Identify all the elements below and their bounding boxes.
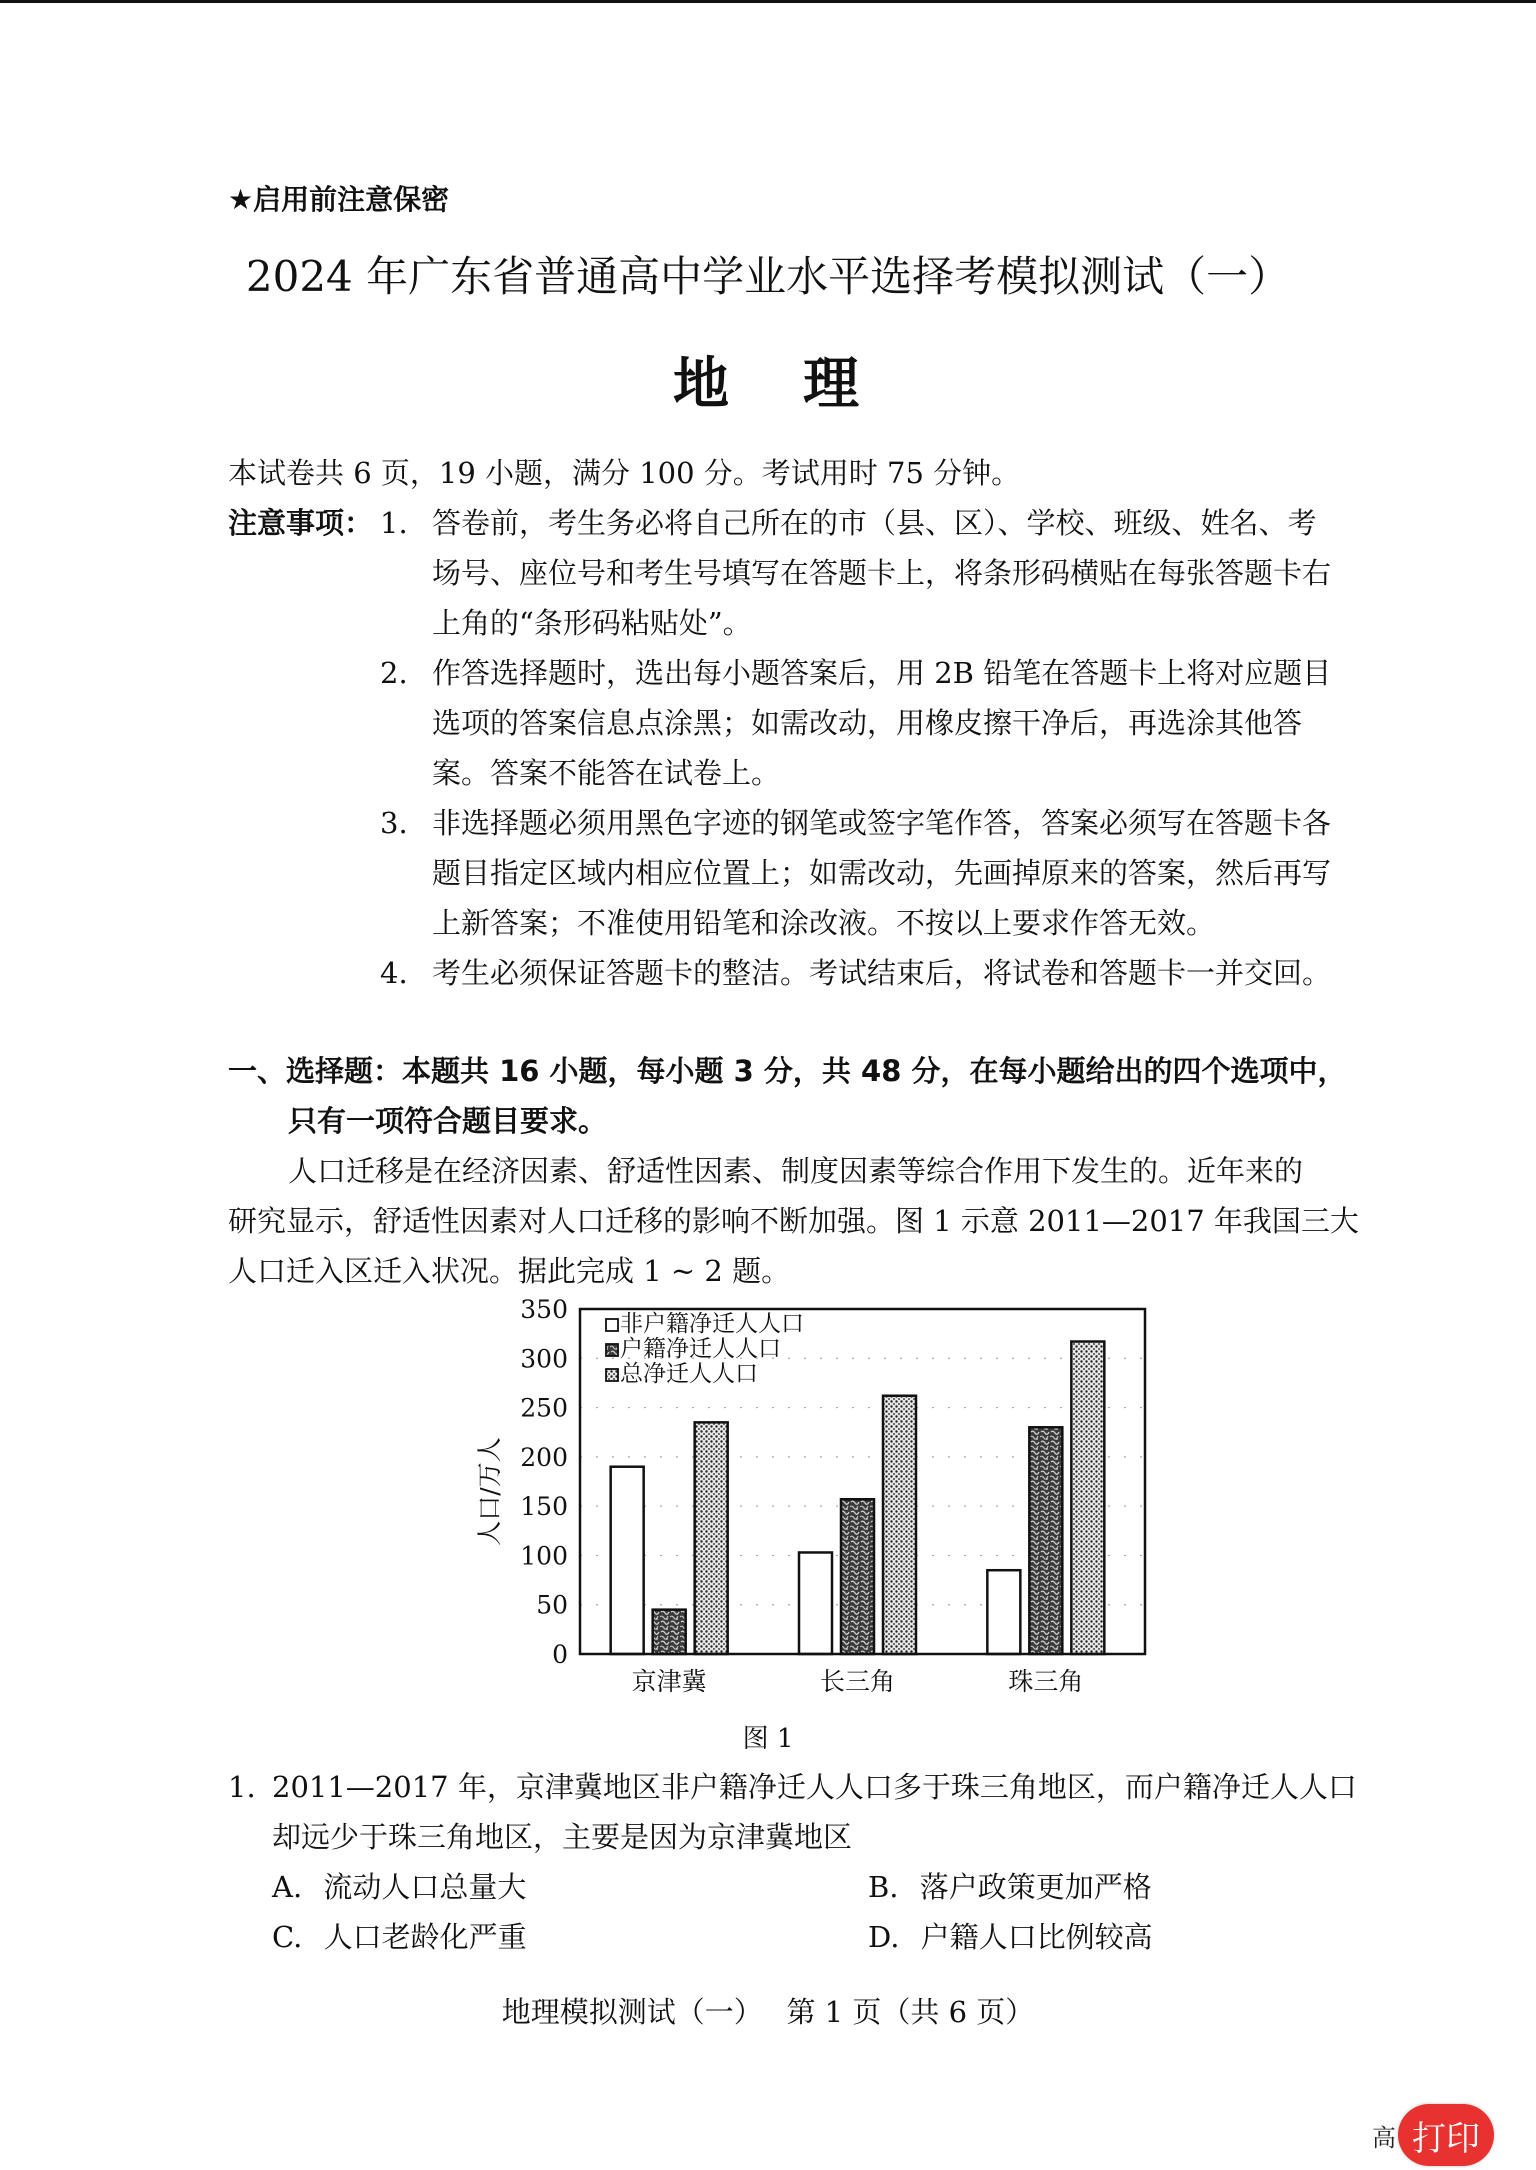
bars bbox=[611, 1342, 1105, 1654]
option-key: B. bbox=[868, 1870, 899, 1904]
note-line: 场号、座位号和考生号填写在答题卡上，将条形码横贴在每张答题卡右 bbox=[432, 556, 1332, 590]
option-b[interactable] bbox=[868, 1862, 1152, 1912]
x-category-label: 京津冀 bbox=[631, 1667, 707, 1696]
legend-label: 非户籍净迁人人口 bbox=[620, 1311, 804, 1337]
legend-swatch-dotted bbox=[606, 1369, 618, 1381]
option-a[interactable] bbox=[272, 1862, 526, 1912]
exam-intro: 本试卷共 6 页，19 小题，满分 100 分。考试用时 75 分钟。 bbox=[228, 456, 1021, 490]
bar-mottled bbox=[1029, 1427, 1062, 1654]
option-key: A. bbox=[272, 1870, 303, 1904]
option-text: 落户政策更加严格 bbox=[919, 1870, 1152, 1904]
question-stem-line: 2011—2017 年，京津冀地区非户籍净迁人人口多于珠三角地区，而户籍净迁人人口 bbox=[272, 1770, 1357, 1804]
y-tick-label: 50 bbox=[536, 1590, 568, 1620]
bar-mottled bbox=[653, 1610, 686, 1654]
question-number: 1. bbox=[228, 1770, 256, 1804]
note-number: 1. bbox=[380, 506, 408, 540]
bar-dotted bbox=[695, 1422, 728, 1654]
note-line: 案。答案不能答在试卷上。 bbox=[432, 756, 781, 790]
option-d[interactable] bbox=[868, 1912, 1153, 1962]
option-text: 人口老龄化严重 bbox=[323, 1920, 527, 1954]
y-tick-label: 350 bbox=[520, 1295, 568, 1324]
note-line: 答卷前，考生务必将自己所在的市（县、区）、学校、班级、姓名、考 bbox=[432, 506, 1317, 540]
page-footer: 地理模拟测试（一） 第 1 页（共 6 页） bbox=[501, 1995, 1035, 2029]
top-border bbox=[0, 0, 1536, 3]
option-text: 流动人口总量大 bbox=[323, 1870, 527, 1904]
question-stem-line: 却远少于珠三角地区，主要是因为京津冀地区 bbox=[272, 1820, 853, 1854]
legend-label: 总净迁人人口 bbox=[620, 1361, 758, 1387]
x-category-label: 珠三角 bbox=[1008, 1667, 1084, 1696]
bar-blank bbox=[799, 1552, 832, 1654]
confidential-notice: ★启用前注意保密 bbox=[228, 183, 450, 216]
notes-label: 注意事项： bbox=[228, 506, 374, 540]
print-button[interactable]: 打印 bbox=[1398, 2104, 1494, 2166]
bar-dotted bbox=[883, 1396, 916, 1654]
note-line: 选项的答案信息点涂黑；如需改动，用橡皮擦干净后，再选涂其他答 bbox=[432, 706, 1303, 740]
exam-title: 2024 年广东省普通高中学业水平选择考模拟测试（一） bbox=[245, 252, 1291, 301]
note-line: 上新答案；不准使用铅笔和涂改液。不按以上要求作答无效。 bbox=[432, 906, 1216, 940]
note-number: 3. bbox=[380, 806, 408, 840]
option-text: 户籍人口比例较高 bbox=[920, 1920, 1153, 1954]
legend-label: 户籍净迁人人口 bbox=[620, 1336, 781, 1362]
option-c[interactable] bbox=[272, 1912, 527, 1962]
legend-swatch-blank bbox=[606, 1319, 618, 1331]
y-tick-label: 250 bbox=[520, 1393, 568, 1423]
note-number: 2. bbox=[380, 656, 408, 690]
option-key: D. bbox=[868, 1920, 900, 1954]
x-category-label: 长三角 bbox=[819, 1667, 896, 1696]
y-tick-label: 0 bbox=[552, 1640, 568, 1669]
passage-line: 研究显示，舒适性因素对人口迁移的影响不断加强。图 1 示意 2011—2017 年我国三大 bbox=[228, 1204, 1359, 1238]
subject-title bbox=[0, 340, 1536, 420]
y-axis-label: 人口/万人 bbox=[475, 1437, 504, 1546]
bar-dotted bbox=[1071, 1342, 1104, 1654]
passage-line: 人口迁入区迁入状况。据此完成 1 ~ 2 题。 bbox=[228, 1254, 791, 1288]
note-line: 考生必须保证答题卡的整洁。考试结束后，将试卷和答题卡一并交回。 bbox=[432, 956, 1332, 990]
legend-swatch-mottled bbox=[606, 1344, 618, 1356]
y-tick-label: 200 bbox=[520, 1442, 568, 1472]
passage-line: 人口迁移是在经济因素、舒适性因素、制度因素等综合作用下发生的。近年来的 bbox=[288, 1154, 1304, 1188]
bar-blank bbox=[987, 1570, 1020, 1654]
y-tick-label: 150 bbox=[520, 1492, 568, 1522]
note-number: 4. bbox=[380, 956, 408, 990]
y-axis-ticks bbox=[520, 1295, 568, 1669]
figure-1-chart bbox=[470, 1290, 1190, 1760]
bar-mottled bbox=[841, 1499, 874, 1654]
note-line: 非选择题必须用黑色字迹的钢笔或签字笔作答，答案必须写在答题卡各 bbox=[432, 806, 1332, 840]
note-line: 作答选择题时，选出每小题答案后，用 2B 铅笔在答题卡上将对应题目 bbox=[432, 656, 1332, 690]
section-heading-cont: 只有一项符合题目要求。 bbox=[288, 1104, 608, 1138]
y-tick-label: 300 bbox=[520, 1344, 568, 1374]
x-axis-labels bbox=[632, 1667, 1084, 1696]
bar-chart bbox=[470, 1290, 1190, 1760]
corner-watermark-text: 高 bbox=[1372, 2124, 1396, 2152]
option-key: C. bbox=[272, 1920, 303, 1954]
subject-char-2: 理 bbox=[803, 352, 863, 417]
note-line: 题目指定区域内相应位置上；如需改动，先画掉原来的答案，然后再写 bbox=[432, 856, 1332, 890]
legend bbox=[606, 1311, 804, 1387]
subject-char-1: 地 bbox=[673, 352, 733, 417]
y-tick-label: 100 bbox=[520, 1541, 568, 1571]
note-line: 上角的“条形码粘贴处”。 bbox=[432, 606, 752, 640]
bar-blank bbox=[611, 1467, 644, 1654]
figure-caption: 图 1 bbox=[742, 1724, 794, 1754]
section-heading: 一、选择题：本题共 16 小题，每小题 3 分，共 48 分，在每小题给出的四个选项中， bbox=[228, 1054, 1347, 1088]
